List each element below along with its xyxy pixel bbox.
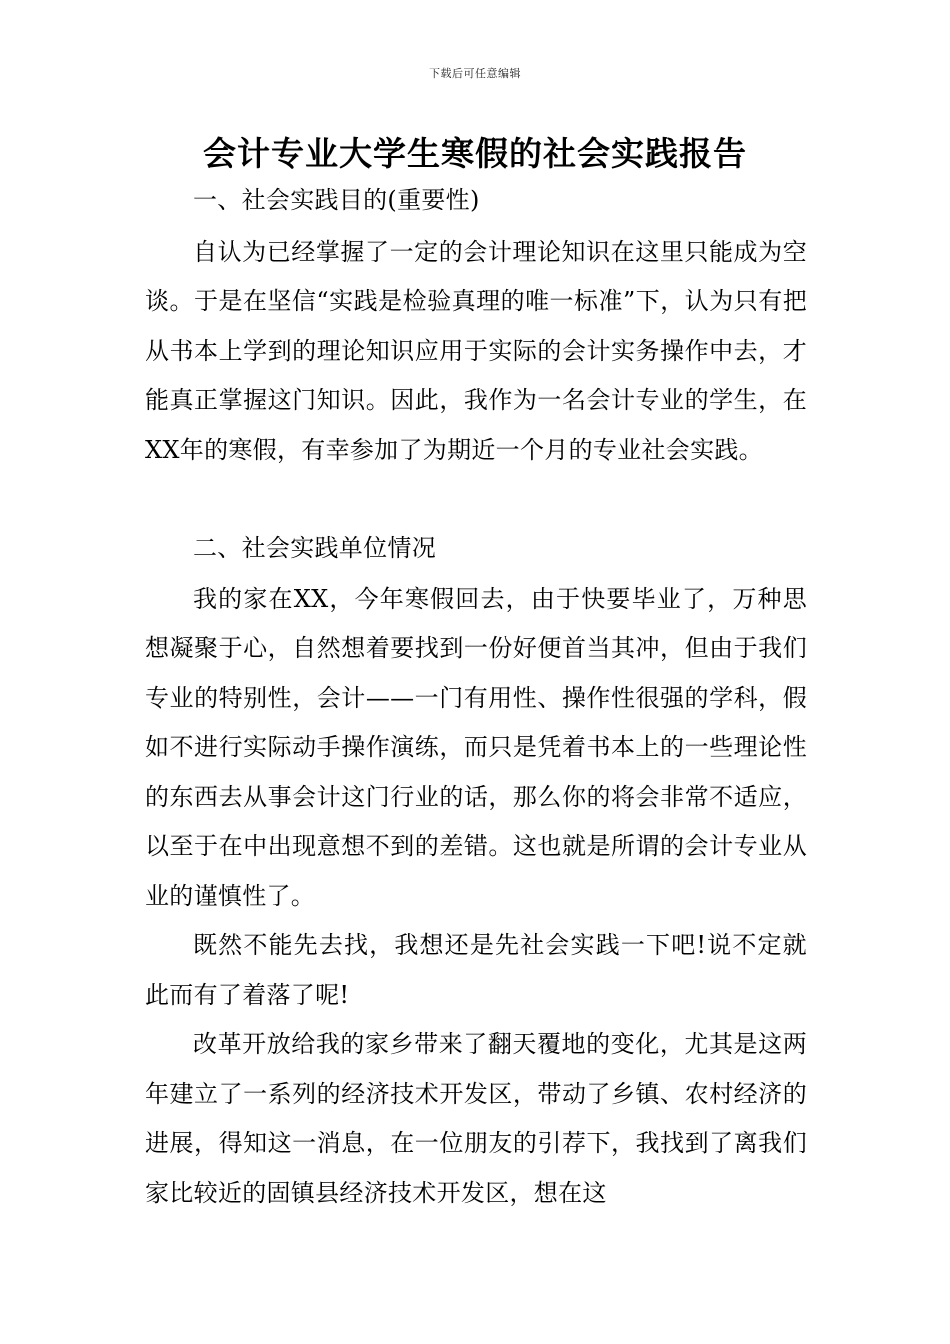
- paragraph-unit-2: 既然不能先去找，我想还是先社会实践一下吧!说不定就此而有了着落了呢!: [145, 931, 807, 1009]
- document-body: [145, 176, 807, 475]
- section-heading-purpose: 一、社会实践目的(重要性): [193, 186, 480, 214]
- header-note: 下载后可任意编辑: [429, 67, 521, 80]
- section-heading-unit: 二、社会实践单位情况: [193, 534, 436, 562]
- paragraph-unit-1: 我的家在XX，今年寒假回去，由于快要毕业了，万种思想凝聚于心，自然想着要找到一份好便首当其冲，但由于我们专业的特别性，会计——一门有用性、操作性很强的学科，假如不进行实际动手操作演练，而只是凭着书本上的一些理论性的东西去从事会计这门行业的话，那么你的将会非常不适应，以至于在中出现意想不到的差错。这也就是所谓的会计专业从业的谨慎性了。: [145, 584, 807, 910]
- paragraph-unit-3: 改革开放给我的家乡带来了翻天覆地的变化，尤其是这两年建立了一系列的经济技术开发区，带动了乡镇、农村经济的进展，得知这一消息，在一位朋友的引荐下，我找到了离我们家比较近的固镇县经济技术开发区，想在这: [145, 1030, 807, 1207]
- document-title: 会计专业大学生寒假的社会实践报告: [203, 134, 747, 173]
- document-body-continued: [145, 524, 807, 1218]
- paragraph-purpose: 自认为已经掌握了一定的会计理论知识在这里只能成为空谈。于是在坚信“实践是检验真理的唯一标准”下，认为只有把从书本上学到的理论知识应用于实际的会计实务操作中去，才能真正掌握这门知识。因此，我作为一名会计专业的学生，在XX年的寒假，有幸参加了为期近一个月的专业社会实践。: [145, 237, 807, 464]
